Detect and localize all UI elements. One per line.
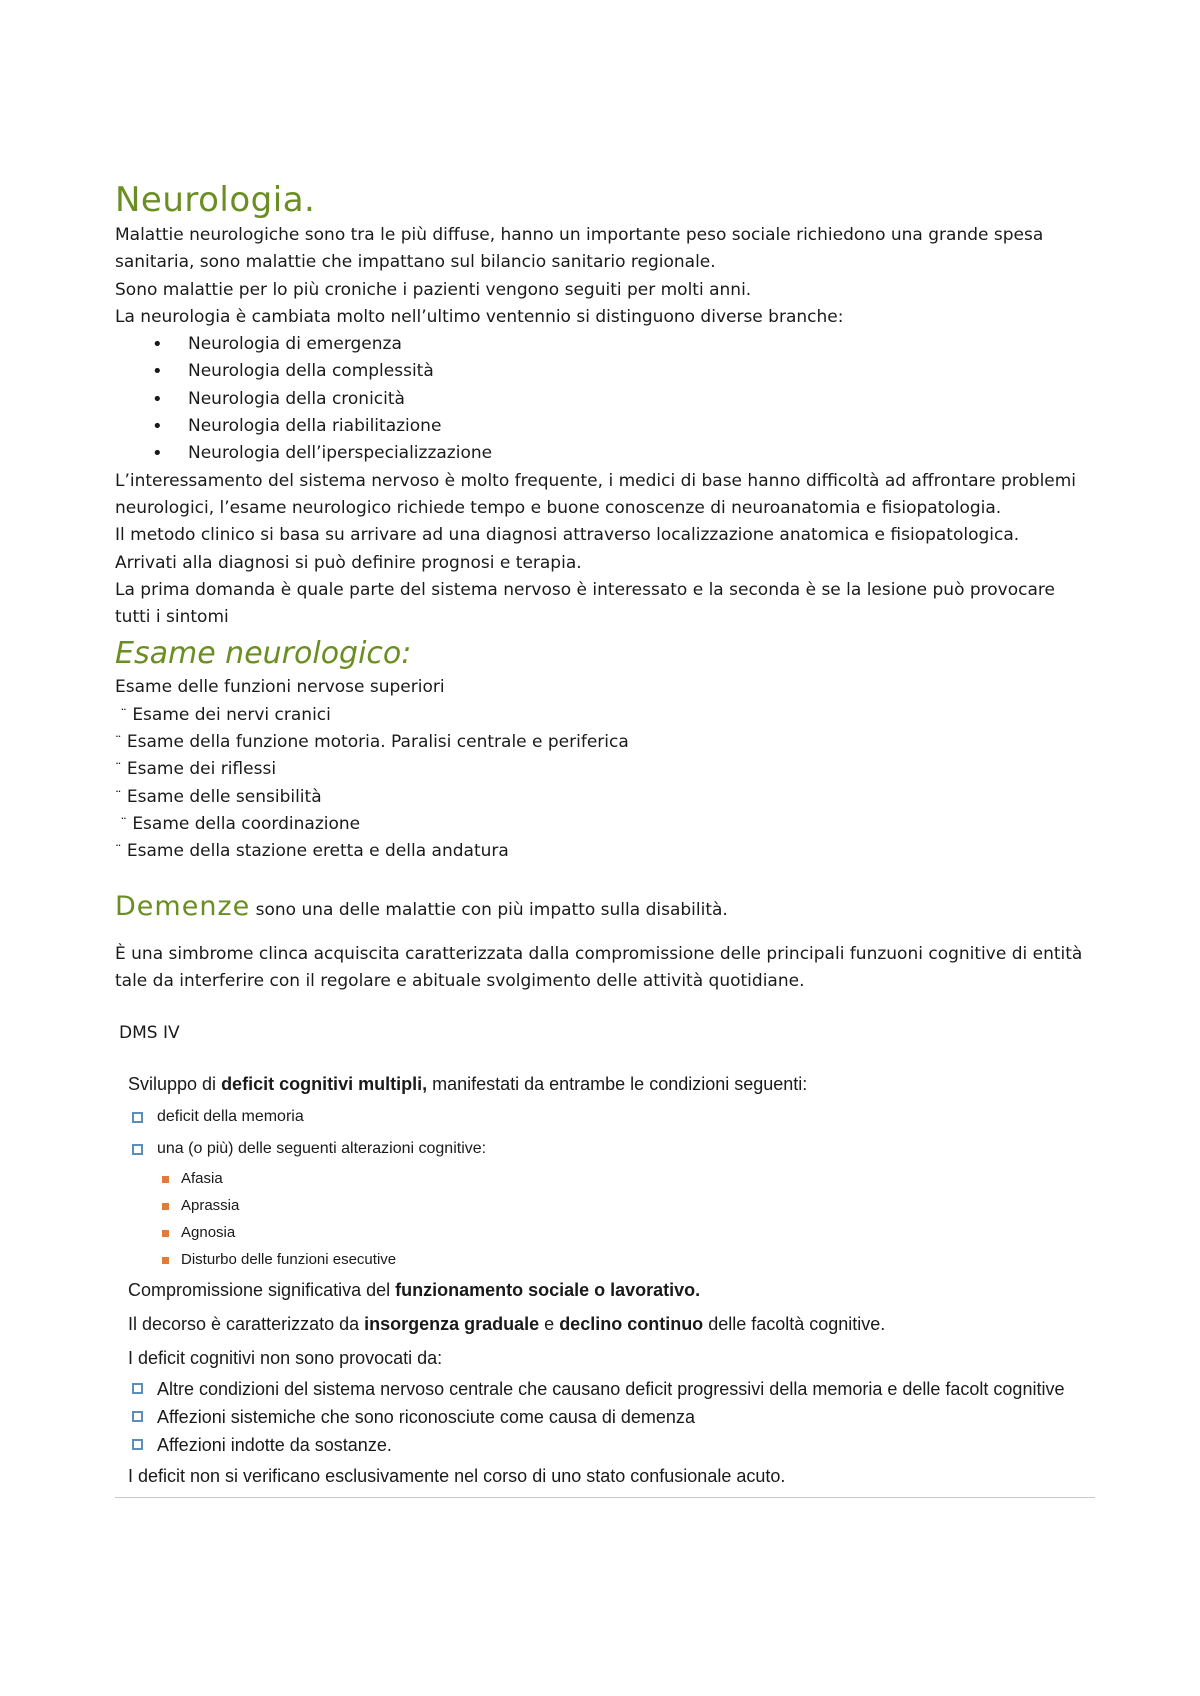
cause-item: Affezioni indotte da sostanze.	[128, 1431, 1095, 1459]
criteria-line-4: I deficit cognitivi non sono provocati da:	[128, 1348, 443, 1369]
criteria-subitem: Disturbo delle funzioni esecutive	[128, 1246, 1095, 1273]
paragraph-2: Il metodo clinico si basa su arrivare ad una diagnosi attraverso localizzazione anatomica e fisiopatologica.	[115, 525, 1020, 546]
paragraph-1: L’interessamento del sistema nervoso è molto frequente, i medici di base hanno difficoltà ad affrontare problemi neurologici, l’esame neurologico richiede tempo e buone conoscenze di neuroanatomia e fisiopatologia.	[115, 470, 1077, 518]
intro-paragraph-1: Malattie neurologiche sono tra le più diffuse, hanno un importante peso sociale richiedono una grande spesa sanitaria, sono malattie che impattano sul bilancio sanitario regionale.	[115, 225, 1044, 273]
criteria-line-2: Compromissione significativa del funzionamento sociale o lavorativo.	[128, 1280, 701, 1301]
criteria-line-3: Il decorso è caratterizzato da insorgenza graduale e declino continuo delle facoltà cognitive.	[128, 1314, 886, 1335]
exam-item: ¨ Esame della funzione motoria. Paralisi centrale e periferica	[115, 732, 629, 753]
square-bullet-icon	[132, 1411, 143, 1422]
bullet-icon: •	[152, 416, 163, 438]
criteria-line-1: Sviluppo di deficit cognitivi multipli, manifestati da entrambe le condizioni seguenti:	[128, 1074, 808, 1095]
dms-label: DMS IV	[119, 1023, 180, 1044]
dementia-lead-line	[115, 890, 1095, 924]
exam-item: ¨ Esame dei riflessi	[115, 759, 277, 780]
square-bullet-icon	[132, 1112, 143, 1123]
intro-paragraph-3: La neurologia è cambiata molto nell’ultimo ventennio si distinguono diverse branche:	[115, 306, 844, 327]
criteria-item: una (o più) delle seguenti alterazioni cognitive:	[128, 1133, 1095, 1165]
exam-item: ¨ Esame delle sensibilità	[115, 786, 322, 807]
dementia-lead: sono una delle malattie con più impatto sulla disabilità.	[255, 899, 728, 920]
list-item: • Neurologia dell’iperspecializzazione	[152, 440, 1095, 467]
paragraph-3: Arrivati alla diagnosi si può definire prognosi e terapia.	[115, 552, 582, 573]
criteria-subitem: Aprassia	[128, 1192, 1095, 1219]
criteria-box	[115, 1067, 1095, 1498]
square-bullet-icon	[162, 1203, 169, 1210]
criteria-line-5: I deficit non si verificano esclusivamente nel corso di uno stato confusionale acuto.	[128, 1466, 786, 1487]
dementia-heading: Demenze	[115, 890, 251, 922]
exam-first-line: Esame delle funzioni nervose superiori	[115, 677, 445, 698]
criteria-subitem: Agnosia	[128, 1219, 1095, 1246]
square-bullet-icon	[162, 1257, 169, 1264]
list-item: • Neurologia della cronicità	[152, 386, 1095, 413]
square-bullet-icon	[132, 1383, 143, 1394]
square-bullet-icon	[162, 1176, 169, 1183]
square-bullet-icon	[132, 1144, 143, 1155]
document-page	[115, 178, 1095, 1498]
exam-heading: Esame neurologico:	[115, 636, 412, 672]
page-title: Neurologia.	[115, 180, 316, 220]
exam-item: ¨ Esame della coordinazione	[120, 813, 361, 834]
bullet-icon: •	[152, 334, 163, 356]
bullet-icon: •	[152, 361, 163, 383]
criteria-item: deficit della memoria	[128, 1101, 1095, 1133]
bullet-icon: •	[152, 388, 163, 410]
exam-item: ¨ Esame dei nervi cranici	[120, 704, 331, 725]
list-item: • Neurologia della riabilitazione	[152, 413, 1095, 440]
cause-item: Altre condizioni del sistema nervoso centrale che causano deficit progressivi della memoria e delle facolt cognitive	[128, 1375, 1095, 1403]
cause-item: Affezioni sistemiche che sono riconosciute come causa di demenza	[128, 1403, 1095, 1431]
paragraph-4: La prima domanda è quale parte del sistema nervoso è interessato e la seconda è se la lesione può provocare tutti i sintomi	[115, 579, 1055, 628]
dementia-text: È una simbrome clinca acquiscita caratterizzata dalla compromissione delle principali funzuoni cognitive di entità tale da interferire con il regolare e abituale svolgimento delle attività quotidiane.	[115, 943, 1083, 992]
exam-item: ¨ Esame della stazione eretta e della andatura	[115, 841, 509, 862]
intro-paragraph-2: Sono malattie per lo più croniche i pazienti vengono seguiti per molti anni.	[115, 279, 752, 300]
square-bullet-icon	[162, 1230, 169, 1237]
criteria-subitem: Afasia	[128, 1165, 1095, 1192]
branches-list	[115, 331, 1095, 467]
list-item: • Neurologia di emergenza	[152, 331, 1095, 358]
list-item: • Neurologia della complessità	[152, 358, 1095, 385]
bullet-icon: •	[152, 443, 163, 465]
square-bullet-icon	[132, 1439, 143, 1450]
